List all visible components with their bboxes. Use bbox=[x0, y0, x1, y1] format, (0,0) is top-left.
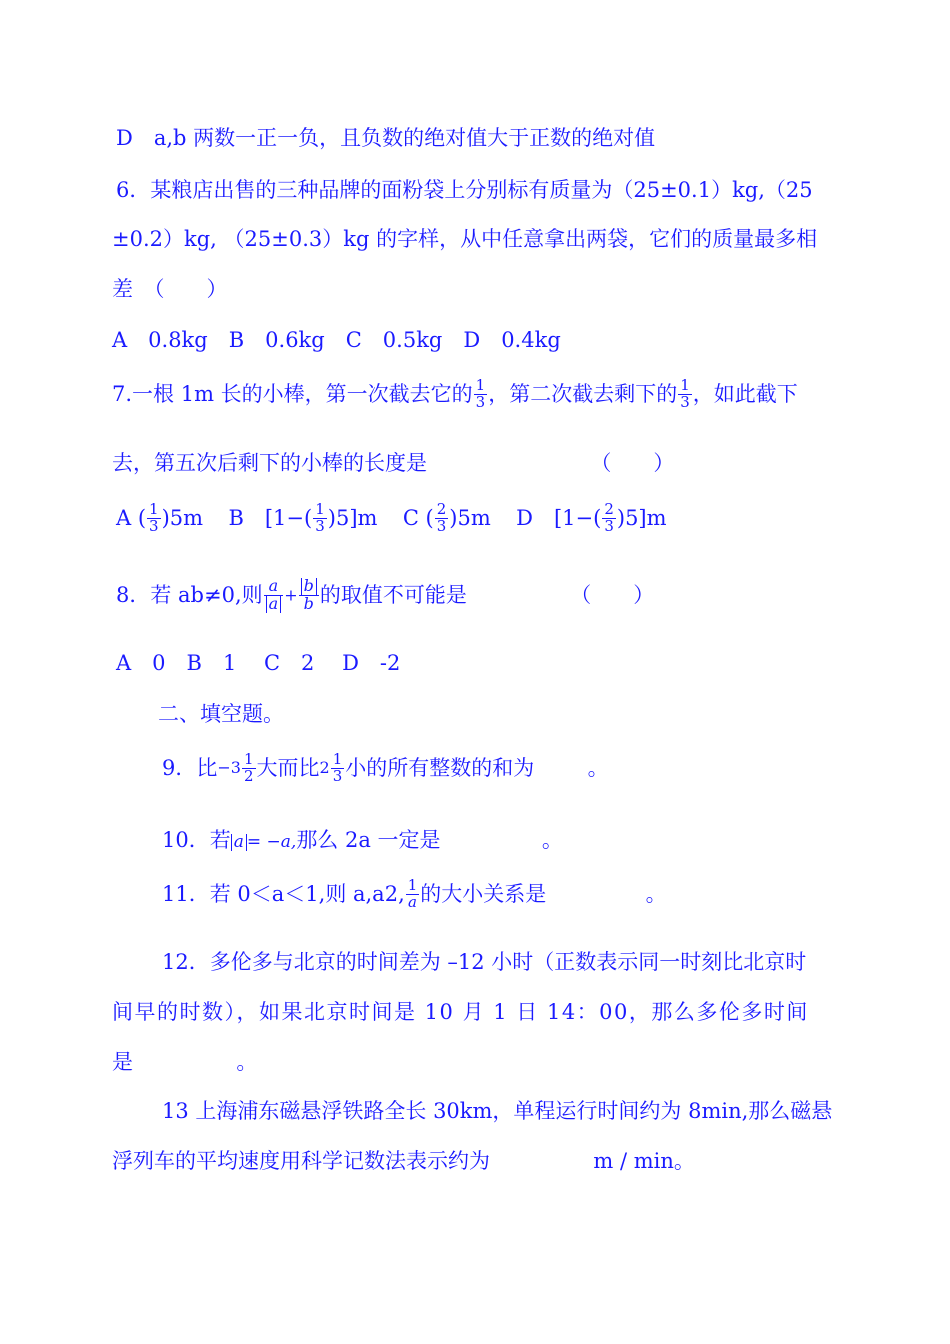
q7-opt-b-fraction bbox=[313, 502, 327, 535]
q7-line-1 bbox=[112, 378, 798, 411]
q8-plus: + bbox=[284, 585, 298, 605]
q11-end: 。 bbox=[645, 881, 667, 906]
q7-fraction-one-third-b bbox=[678, 378, 692, 411]
fraction-numerator: 1 bbox=[243, 750, 254, 768]
q9-fraction-2 bbox=[331, 752, 345, 785]
q6-line-3: 差 （ ） bbox=[112, 277, 228, 301]
q10-text-post: 那么 2a 一定是 bbox=[296, 828, 441, 852]
q11-text-pre: 11．若 0＜a＜1,则 a,a2, bbox=[162, 881, 405, 906]
fraction-denominator: 3 bbox=[604, 516, 614, 535]
q9-text-pre: 9．比 bbox=[162, 755, 218, 780]
q8-fraction-a-over-abs-a bbox=[264, 578, 284, 613]
fraction-numerator: 2 bbox=[604, 500, 614, 518]
fraction-denominator: 2 bbox=[243, 766, 254, 785]
q10-line bbox=[162, 830, 563, 851]
fraction-numerator: 1 bbox=[680, 376, 690, 394]
q8-options: A 0 B 1 C 2 D -2 bbox=[116, 651, 401, 675]
q10-end: 。 bbox=[541, 828, 563, 852]
sign: − bbox=[217, 758, 231, 778]
fraction-numerator: a bbox=[264, 578, 284, 596]
fraction-denominator: 3 bbox=[680, 392, 690, 411]
q8-text-pre: 8．若 ab≠0,则 bbox=[116, 582, 263, 607]
abs-b: b bbox=[301, 578, 317, 595]
q6-options: A 0.8kg B 0.6kg C 0.5kg D 0.4kg bbox=[112, 328, 561, 352]
q8-text-post: 的取值不可能是 bbox=[319, 582, 467, 607]
q12-line-1: 12．多伦多与北京的时间差为 –12 小时（正数表示同一时刻比北京时 bbox=[162, 950, 807, 974]
fraction-denominator: 3 bbox=[149, 516, 159, 535]
q7-opt-d-pre: D [1−( bbox=[516, 505, 602, 530]
q12-line-2: 间早的时数），如果北京时间是 10 月 1 日 14：00，那么多伦多时间 bbox=[112, 1000, 809, 1024]
q8-line bbox=[116, 578, 654, 613]
q9-end: 。 bbox=[587, 755, 609, 780]
fraction-denominator: 3 bbox=[436, 516, 447, 535]
q9-text-mid: 大而比 bbox=[256, 755, 320, 780]
fraction-denominator: 3 bbox=[475, 392, 486, 411]
q11-line bbox=[162, 878, 667, 911]
q7-text-1: 7.一根 1m 长的小棒，第一次截去它的 bbox=[112, 381, 473, 406]
q13-unit: m / min。 bbox=[593, 1149, 695, 1173]
whole: 3 bbox=[230, 758, 241, 778]
q7-text-2: ，第二次截去剩下的 bbox=[488, 381, 678, 406]
q7-opt-d-fraction bbox=[602, 502, 616, 535]
q6-line-1: 6．某粮店出售的三种品牌的面粉袋上分别标有质量为（25±0.1）kg,（25 bbox=[116, 178, 813, 202]
fraction-numerator: 1 bbox=[149, 500, 159, 518]
q6-line-2: ±0.2）kg, （25±0.3）kg 的字样，从中任意拿出两袋，它们的质量最多相 bbox=[112, 227, 818, 251]
q7-opt-a-pre: A ( bbox=[116, 505, 147, 530]
fraction-numerator: 1 bbox=[475, 376, 486, 394]
fraction-numerator: 1 bbox=[315, 500, 325, 518]
q12-end: 。 bbox=[236, 1050, 258, 1074]
fraction-denominator: b bbox=[303, 593, 314, 613]
fraction-numerator: 2 bbox=[436, 500, 447, 518]
q9-line bbox=[162, 752, 609, 785]
q7-opt-b-post: )5]m bbox=[327, 505, 378, 530]
q10-text-pre: 10．若 bbox=[162, 828, 231, 852]
q9-mixed-number-2: 2 bbox=[319, 758, 330, 778]
q7-opt-d-post: )5]m bbox=[616, 505, 667, 530]
q7-options bbox=[116, 502, 667, 535]
q7-opt-c-pre: C ( bbox=[402, 505, 434, 530]
q9-fraction-1 bbox=[242, 752, 256, 785]
q5-option-d: D a,b 两数一正一负，且负数的绝对值大于正数的绝对值 bbox=[116, 126, 656, 150]
q7-opt-b-pre: B [1−( bbox=[228, 505, 313, 530]
q13-line-2-text: 浮列车的平均速度用科学记数法表示约为 bbox=[112, 1149, 490, 1173]
q7-answer-paren: （ ） bbox=[590, 451, 675, 475]
q13-line-1: 13 上海浦东磁悬浮铁路全长 30km，单程运行时间约为 8min,那么磁悬 bbox=[162, 1099, 833, 1123]
q9-text-post: 小的所有整数的和为 bbox=[345, 755, 535, 780]
q11-text-post: 的大小关系是 bbox=[420, 881, 547, 906]
q13-line-2 bbox=[112, 1151, 695, 1172]
section-2-title: 二、填空题。 bbox=[158, 702, 284, 726]
fraction-numerator: 1 bbox=[332, 750, 343, 768]
q7-opt-c-post: )5m bbox=[449, 505, 491, 530]
fraction-denominator: a bbox=[408, 892, 417, 911]
q10-equation: = −a, bbox=[246, 832, 297, 852]
q11-fraction-1-over-a bbox=[406, 878, 420, 911]
fraction-denominator: 3 bbox=[315, 516, 325, 535]
q8-fraction-abs-b-over-b bbox=[299, 578, 319, 613]
q7-opt-a-fraction bbox=[147, 502, 161, 535]
q7-line-2 bbox=[112, 453, 674, 474]
q12-line-3 bbox=[112, 1052, 257, 1073]
q12-line-3-text: 是 bbox=[112, 1050, 133, 1074]
q7-text-3: ，如此截下 bbox=[692, 381, 798, 406]
fraction-numerator: 1 bbox=[407, 876, 418, 894]
abs-a: a bbox=[266, 596, 282, 613]
q7-opt-c-fraction bbox=[435, 502, 449, 535]
q9-mixed-number-1 bbox=[217, 760, 241, 776]
q10-abs-a: a bbox=[231, 834, 247, 851]
q7-opt-a-post: )5m bbox=[161, 505, 204, 530]
q7-fraction-one-third-a bbox=[474, 378, 488, 411]
fraction-denominator: 3 bbox=[332, 766, 343, 785]
q7-line-2-text: 去，第五次后剩下的小棒的长度是 bbox=[112, 451, 427, 475]
q8-answer-paren: （ ） bbox=[570, 582, 655, 607]
